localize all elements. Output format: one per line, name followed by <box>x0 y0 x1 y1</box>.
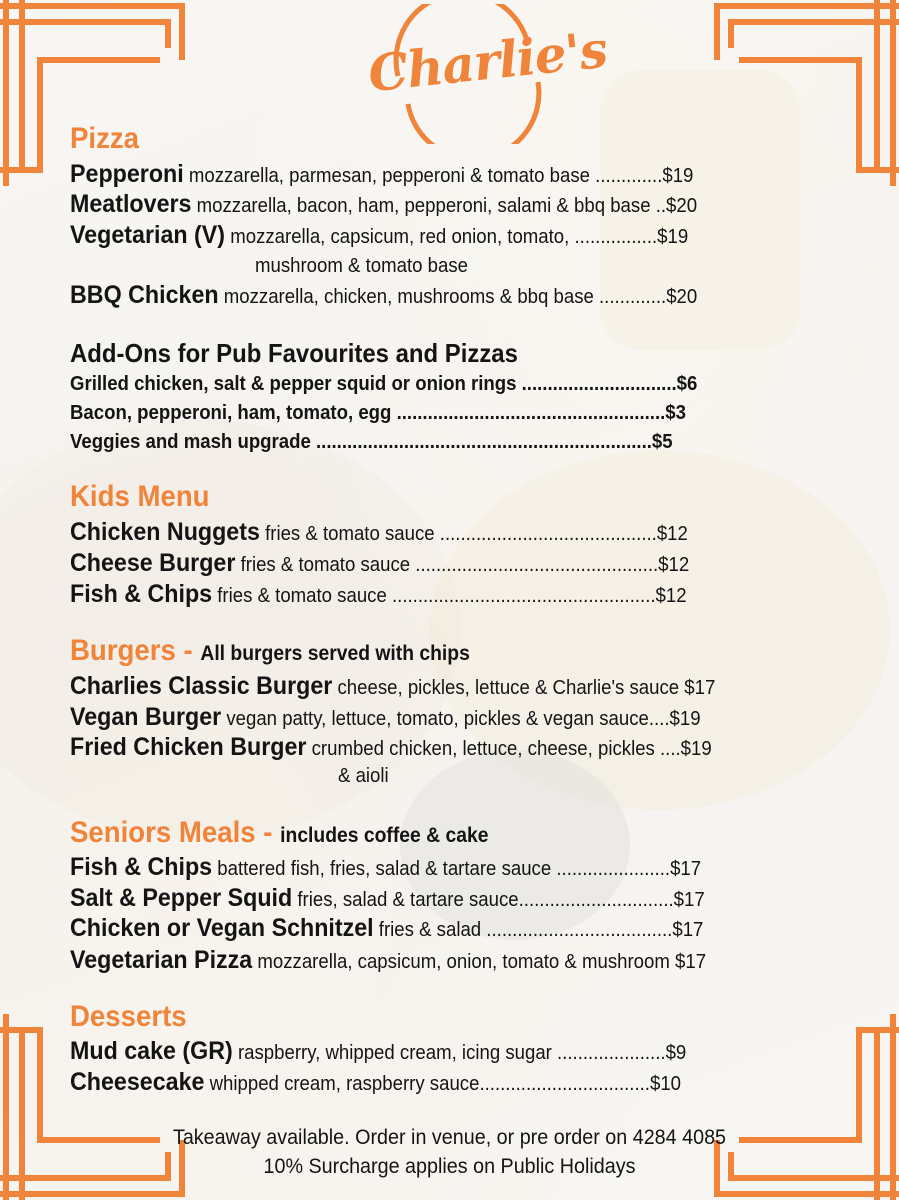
section-title-kids: Kids Menu <box>70 480 210 513</box>
menu-item: Chicken or Vegan Schnitzel fries & salad ....................................$17 <box>70 914 704 942</box>
addon-item: Veggies and mash upgrade .................................................................$5 <box>70 431 673 453</box>
menu-item: Cheese Burger fries & tomato sauce ...............................................$12 <box>70 549 690 577</box>
section-title-addons: Add-Ons for Pub Favourites and Pizzas <box>70 338 518 368</box>
footer-surcharge-note: 10% Surcharge applies on Public Holidays <box>263 1155 636 1178</box>
logo <box>365 4 610 144</box>
section-note: includes coffee & cake <box>280 824 489 847</box>
corner-frame-top-right <box>709 0 899 190</box>
menu-item: Fried Chicken Burger crumbed chicken, lettuce, cheese, pickles ....$19 <box>70 733 712 761</box>
menu-item: Vegetarian (V) mozzarella, capsicum, red onion, tomato, ................$19 <box>70 221 689 249</box>
menu-item: Vegan Burger vegan patty, lettuce, tomato, pickles & vegan sauce....$19 <box>70 703 701 731</box>
section-title-desserts: Desserts <box>70 1000 187 1033</box>
section-note: All burgers served with chips <box>200 642 470 665</box>
menu-item: Fish & Chips battered fish, fries, salad & tartare sauce ......................$17 <box>70 853 702 881</box>
menu-item: Vegetarian Pizza mozzarella, capsicum, onion, tomato & mushroom $17 <box>70 946 707 974</box>
addon-item: Bacon, pepperoni, ham, tomato, egg ....................................................$3 <box>70 402 686 424</box>
menu-item-continuation: mushroom & tomato base <box>255 255 468 277</box>
menu-item: Fish & Chips fries & tomato sauce ...................................................$12 <box>70 580 687 608</box>
menu-item: Pepperoni mozzarella, parmesan, pepperoni & tomato base .............$19 <box>70 160 694 188</box>
menu-item: Mud cake (GR) raspberry, whipped cream, icing sugar .....................$9 <box>70 1037 687 1065</box>
logo-wordmark: Charlie's <box>365 19 610 104</box>
menu-item: Chicken Nuggets fries & tomato sauce ..........................................$12 <box>70 518 688 546</box>
footer-takeaway-note: Takeaway available. Order in venue, or pre order on 4284 4085 <box>172 1126 727 1149</box>
section-title-seniors: Seniors Meals - includes coffee & cake <box>70 816 489 849</box>
menu-item: Charlies Classic Burger cheese, pickles, lettuce & Charlie's sauce $17 <box>70 672 716 700</box>
section-title-pizza: Pizza <box>70 122 140 155</box>
menu-item-continuation: & aioli <box>338 765 389 787</box>
section-title-burgers: Burgers - All burgers served with chips <box>70 634 470 667</box>
menu-item: Meatlovers mozzarella, bacon, ham, pepperoni, salami & bbq base ..$20 <box>70 190 698 218</box>
addon-item: Grilled chicken, salt & pepper squid or onion rings ..............................$6 <box>70 373 698 395</box>
menu-item: Cheesecake whipped cream, raspberry sauce.................................$10 <box>70 1068 682 1096</box>
menu-item: BBQ Chicken mozzarella, chicken, mushrooms & bbq base .............$20 <box>70 281 698 309</box>
menu-item: Salt & Pepper Squid fries, salad & tartare sauce..............................$17 <box>70 884 705 912</box>
